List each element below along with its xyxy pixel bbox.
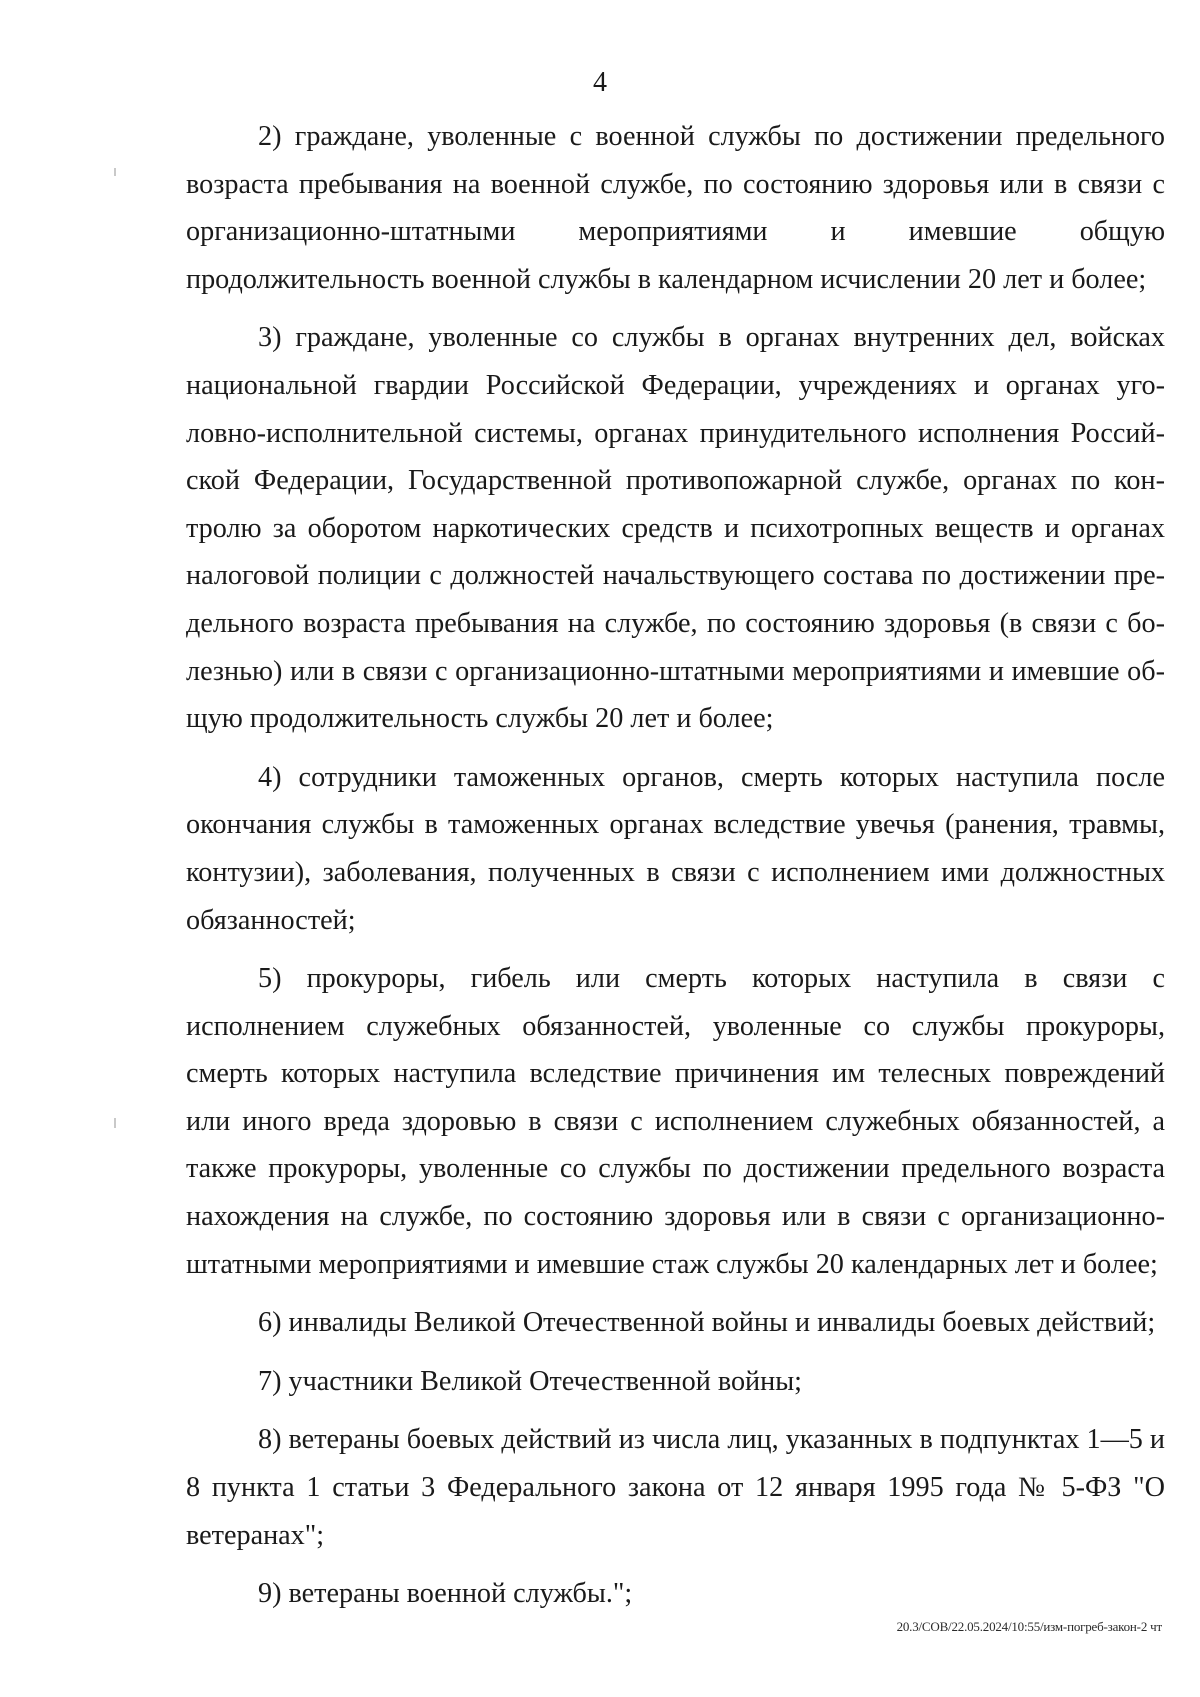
paragraph-item-4: 4) сотрудники таможенных органов, смерть которых наступила после окончания службы в таможенных органах вследствие увечья (ранения, травмы, контузии), заболевания, полученных в связи с исполнением ими должностных обязанностей;	[186, 761, 1165, 936]
document-footer-stamp: 20.3/СОВ/22.05.2024/10:55/изм-погреб-закон-2 чт	[896, 1619, 1162, 1634]
paragraph-item-9: 9) ветераны военной службы.";	[258, 1578, 633, 1610]
scan-mark-bottom	[114, 1118, 116, 1128]
page-number: 4	[593, 67, 607, 98]
paragraph-item-8: 8) ветераны боевых действий из числа лиц, указанных в подпунктах 1—5 и 8 пункта 1 статьи 3 Федерального закона от 12 января 1995 года № 5-ФЗ "О ветеранах";	[186, 1424, 1165, 1551]
paragraph-item-6: 6) инвалиды Великой Отечественной войны и инвалиды боевых действий;	[258, 1307, 1156, 1339]
document-body	[186, 113, 1165, 1629]
paragraph-item-2: 2) граждане, уволенные с военной службы по достижении предельного возраста пребывания на военной службе, по состоянию здоровья или в связи с организационно-штатными мероприятиями и имевшие общую продолжительность военной службы в календарном исчислении 20 лет и более;	[186, 121, 1165, 295]
paragraph-item-5: 5) прокуроры, гибель или смерть которых наступила в связи с исполнением служебных обязанностей, уволенные со службы прокуроры, смерть которых наступила вследствие причинения им телесных повреждений или иного вреда здоровью в связи с исполнением служебных обязанностей, а также прокуроры, уволенные со службы по достижении предельного возраста нахождения на службе, по состоянию здоровья или в связи с организационно-штатными мероприятиями и имевшие стаж службы 20 календарных лет и более;	[186, 963, 1165, 1280]
paragraph-item-7: 7) участники Великой Отечественной войны;	[258, 1365, 802, 1397]
scan-mark-top	[114, 168, 116, 176]
paragraph-item-3: 3) граждане, уволенные со службы в органах внутренних дел, войсках национальной гвардии Российской Федерации, учреждениях и органах уголовно-исполнительной системы, органах принудительного исполнения Российской Федерации, Государственной противопожарной службе, органах по контролю за оборотом наркотических средств и психотропных веществ и органах налоговой полиции с должностей начальствующего состава по достижении предельного возраста пребывания на службе, по состоянию здоровья (в связи с болезнью) или в связи с организационно-штатными мероприятиями и имевшие общую продолжительность службы 20 лет и более;	[186, 322, 1165, 735]
